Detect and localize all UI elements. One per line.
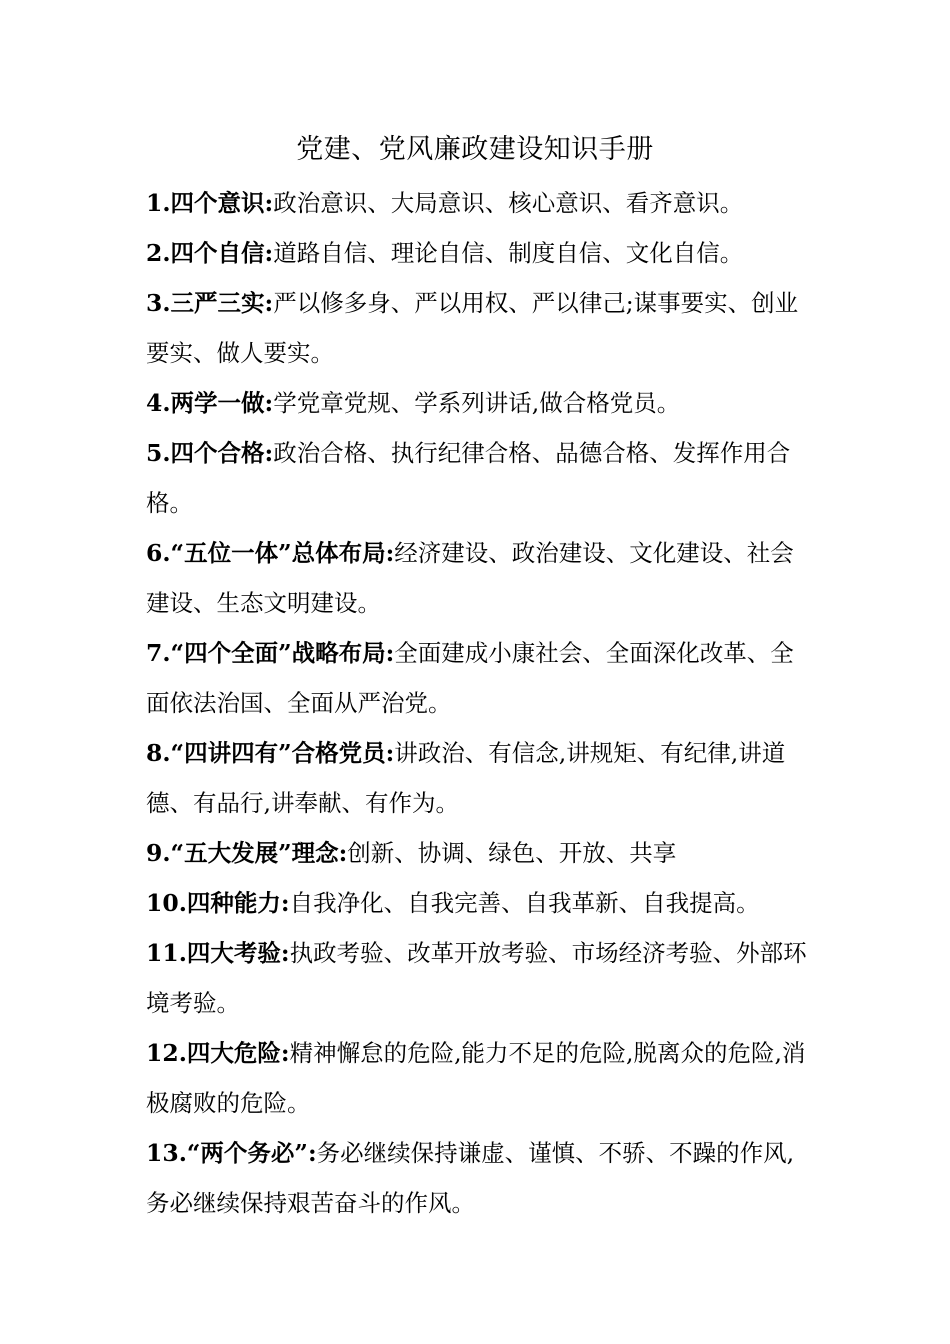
item-text: 经济建设、政治建设、文化建设、社会建设、生态文明建设。 — [146, 539, 794, 617]
item-text: 执政考验、改革开放考验、市场经济考验、外部环境考验。 — [146, 939, 807, 1017]
item-text: 政治合格、执行纪律合格、品德合格、发挥作用合格。 — [146, 439, 791, 517]
item-colon: : — [264, 239, 274, 267]
item-number: 6. — [146, 539, 171, 567]
item-text: 讲政治、有信念,讲规矩、有纪律,讲道德、有品行,讲奉献、有作为。 — [146, 739, 786, 817]
item-term: 四大危险 — [186, 1039, 281, 1067]
list-item — [146, 928, 816, 1028]
item-text: 道路自信、理论自信、制度自信、文化自信。 — [273, 239, 744, 267]
item-colon: : — [264, 439, 274, 467]
knowledge-list — [146, 178, 816, 1228]
item-term: 三严三实 — [170, 289, 265, 317]
item-number: 1. — [146, 189, 171, 217]
item-text: 创新、协调、绿色、开放、共享 — [347, 839, 677, 867]
item-colon: : — [280, 1039, 290, 1067]
list-item — [146, 1128, 816, 1228]
list-item — [146, 728, 816, 828]
list-item — [146, 428, 816, 528]
item-term: 四种能力 — [186, 889, 281, 917]
list-item — [146, 228, 816, 278]
item-colon: : — [338, 839, 348, 867]
document-title: 党建、党风廉政建设知识手册 — [296, 134, 654, 165]
item-text: 全面建成小康社会、全面深化改革、全面依法治国、全面从严治党。 — [146, 639, 794, 717]
item-term: “五大发展”理念 — [170, 839, 339, 867]
item-term: 四个自信 — [170, 239, 265, 267]
item-colon: : — [385, 639, 395, 667]
item-colon: : — [264, 189, 274, 217]
list-item — [146, 628, 816, 728]
item-term: “四个全面”战略布局 — [170, 639, 386, 667]
item-term: “四讲四有”合格党员 — [170, 739, 386, 767]
item-text: 务必继续保持谦虚、谨慎、不骄、不躁的作风,务必继续保持艰苦奋斗的作风。 — [146, 1139, 795, 1217]
item-text: 政治意识、大局意识、核心意识、看齐意识。 — [273, 189, 744, 217]
item-colon: : — [264, 289, 274, 317]
item-term: “五位一体”总体布局 — [170, 539, 386, 567]
list-item — [146, 378, 816, 428]
item-colon: : — [280, 939, 290, 967]
item-text: 精神懈怠的危险,能力不足的危险,脱离众的危险,消极腐败的危险。 — [146, 1039, 806, 1117]
item-number: 12. — [146, 1039, 187, 1067]
item-number: 13. — [146, 1139, 187, 1167]
list-item — [146, 528, 816, 628]
item-colon: : — [280, 889, 290, 917]
item-colon: : — [385, 539, 395, 567]
item-number: 4. — [146, 389, 171, 417]
item-text: 自我净化、自我完善、自我革新、自我提高。 — [289, 889, 760, 917]
item-colon: : — [264, 389, 274, 417]
item-number: 8. — [146, 739, 171, 767]
item-term: 四个意识 — [170, 189, 265, 217]
item-number: 5. — [146, 439, 171, 467]
item-number: 3. — [146, 289, 171, 317]
item-number: 7. — [146, 639, 171, 667]
item-colon: : — [385, 739, 395, 767]
item-term: 四大考验 — [186, 939, 281, 967]
list-item — [146, 828, 816, 878]
item-term: “两个务必” — [186, 1139, 308, 1167]
item-term: 四个合格 — [170, 439, 265, 467]
item-text: 严以修多身、严以用权、严以律己;谋事要实、创业要实、做人要实。 — [146, 289, 799, 367]
item-number: 10. — [146, 889, 187, 917]
item-colon: : — [307, 1139, 317, 1167]
list-item — [146, 878, 816, 928]
item-text: 学党章党规、学系列讲话,做合格党员。 — [273, 389, 681, 417]
list-item — [146, 178, 816, 228]
list-item — [146, 1028, 816, 1128]
list-item — [146, 278, 816, 378]
item-number: 2. — [146, 239, 171, 267]
item-number: 9. — [146, 839, 171, 867]
item-number: 11. — [146, 939, 187, 967]
item-term: 两学一做 — [170, 389, 265, 417]
